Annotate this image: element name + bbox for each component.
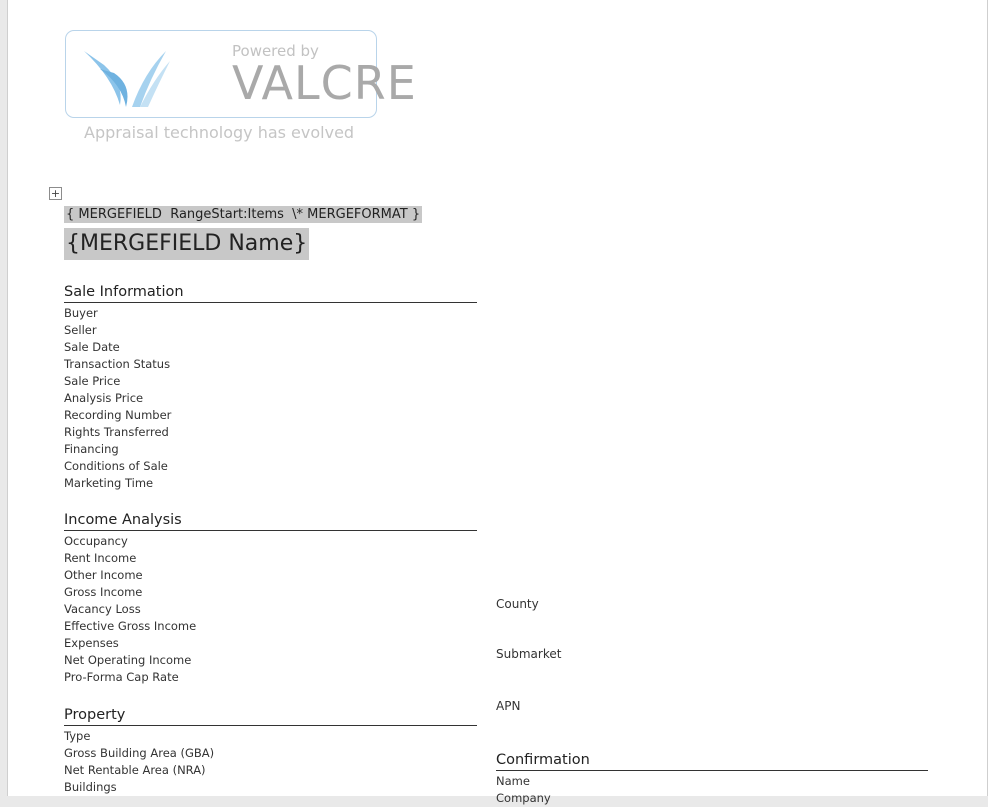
- logo-brand: VALCRE: [232, 56, 417, 110]
- document-page: [7, 0, 988, 805]
- field-label: Occupancy: [64, 534, 128, 548]
- field-label: Buyer: [64, 306, 98, 320]
- field-label: Transaction Status: [64, 357, 171, 371]
- county-label: County: [496, 597, 539, 611]
- field-label: Net Operating Income: [64, 653, 192, 667]
- logo-powered-by: Powered by: [232, 42, 319, 60]
- field-label: Seller: [64, 323, 97, 337]
- field-label: Sale Date: [64, 340, 120, 354]
- section-heading: Property: [64, 706, 477, 726]
- apn-label: APN: [496, 699, 521, 713]
- field-label: Recording Number: [64, 408, 172, 422]
- field-label: Company: [496, 791, 551, 805]
- section-heading: Sale Information: [64, 283, 477, 303]
- mergefield-name[interactable]: {MERGEFIELD Name}: [64, 228, 309, 260]
- field-label: Pro-Forma Cap Rate: [64, 670, 179, 684]
- logo-tagline: Appraisal technology has evolved: [84, 123, 355, 142]
- field-label: Rights Transferred: [64, 425, 169, 439]
- table-move-handle-icon[interactable]: +: [50, 187, 61, 200]
- submarket-label: Submarket: [496, 647, 562, 661]
- property-section: [64, 706, 477, 796]
- field-label: Conditions of Sale: [64, 459, 168, 473]
- section-heading: Confirmation: [496, 751, 928, 771]
- field-label: Sale Price: [64, 374, 121, 388]
- section-heading: Income Analysis: [64, 511, 477, 531]
- sale-information-section: [64, 283, 477, 492]
- field-label: Vacancy Loss: [64, 602, 141, 616]
- field-label: Name: [496, 774, 530, 788]
- field-label: Effective Gross Income: [64, 619, 197, 633]
- field-label: Buildings: [64, 780, 117, 794]
- field-label: Expenses: [64, 636, 119, 650]
- field-label: Gross Income: [64, 585, 143, 599]
- wing-icon: [74, 43, 224, 115]
- field-label: Rent Income: [64, 551, 137, 565]
- valcre-logo: [65, 30, 417, 118]
- field-label: Gross Building Area (GBA): [64, 746, 215, 760]
- field-label: Analysis Price: [64, 391, 144, 405]
- field-label: Type: [64, 729, 91, 743]
- field-label: Financing: [64, 442, 119, 456]
- field-label: Marketing Time: [64, 476, 154, 490]
- field-label: Other Income: [64, 568, 143, 582]
- mergefield-range-start[interactable]: { MERGEFIELD RangeStart:Items \* MERGEFORMAT }: [66, 207, 421, 222]
- confirmation-section: [496, 751, 928, 807]
- field-label: Net Rentable Area (NRA): [64, 763, 206, 777]
- income-analysis-section: [64, 511, 477, 686]
